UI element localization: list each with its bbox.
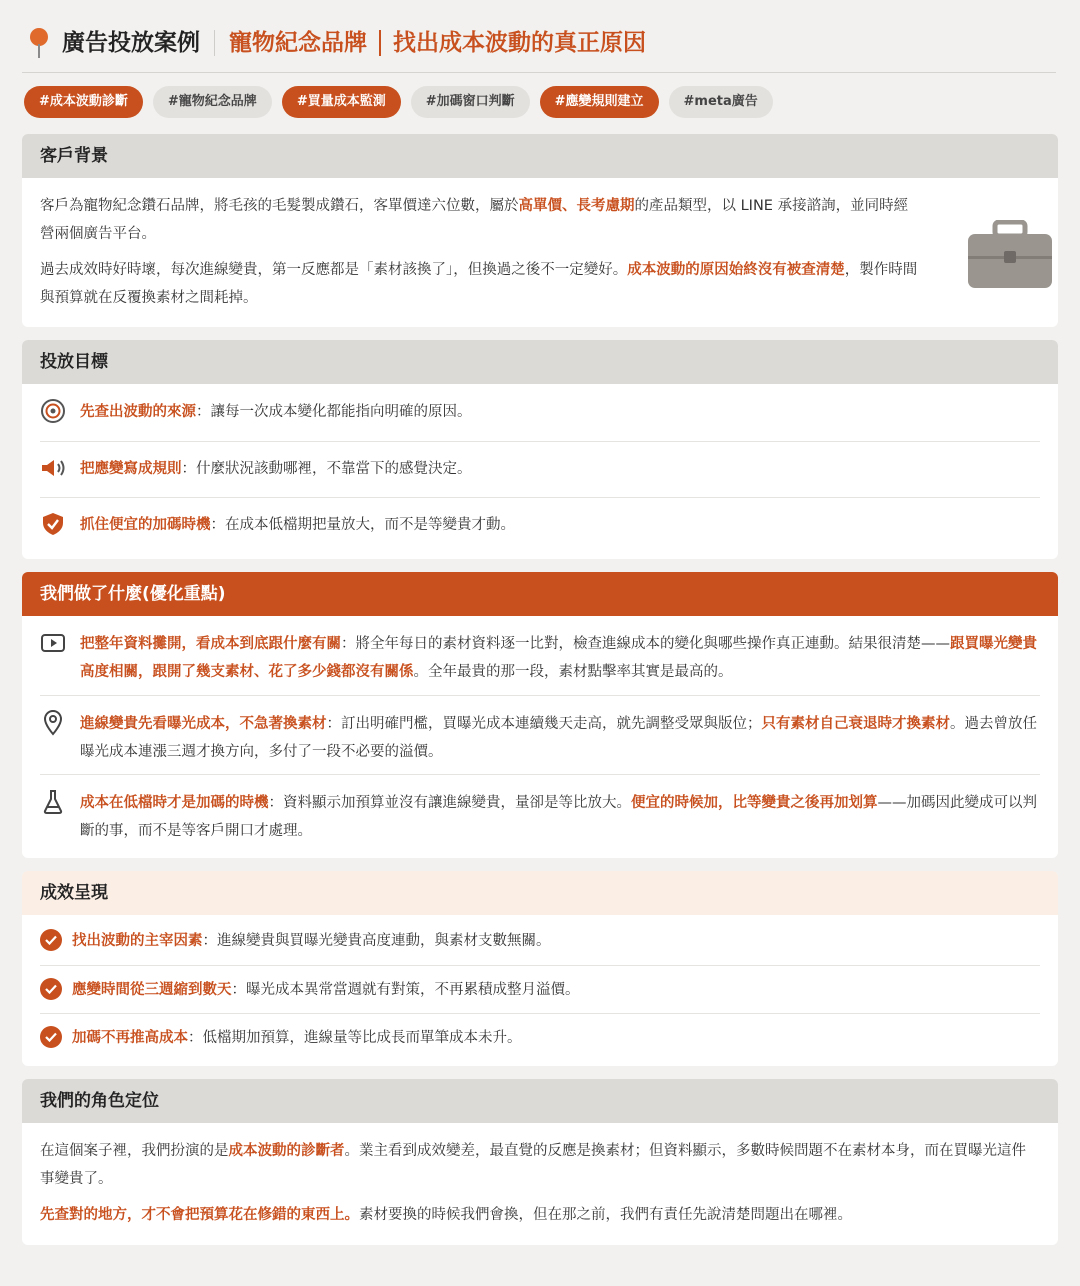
section-heading: 成效呈現	[22, 871, 1058, 915]
list-item: 成本在低檔時才是加碼的時機：資料顯示加預算並沒有讓進線變貴，量卻是等比放大。便宜的時候加，比等變貴之後再加划算——加碼因此變成可以判斷的事，而不是等客戶開口才處理。	[40, 775, 1040, 855]
briefcase-icon	[968, 220, 1052, 290]
megaphone-icon	[40, 455, 66, 481]
play-icon	[40, 630, 66, 656]
background-paragraph-2: 過去成效時好時壞，每次進線變貴，第一反應都是「素材該換了」，但換過之後不一定變好。成本波動的原因始終沒有被查清楚，製作時間與預算就在反覆換素材之間耗掉。	[40, 262, 918, 306]
shield-check-icon	[40, 511, 66, 537]
check-circle-icon	[40, 927, 62, 953]
flask-icon	[40, 789, 66, 815]
role-paragraph-1: 在這個案子裡，我們扮演的是成本波動的診斷者。業主看到成效變差，最直覺的反應是換素材；但資料顯示，多數時候問題不在素材本身，而在買曝光這件事變貴了。	[40, 1143, 1026, 1187]
check-circle-icon	[40, 1024, 62, 1050]
section-heading: 我們做了什麼(優化重點)	[22, 572, 1058, 616]
background-paragraph-1: 客戶為寵物紀念鑽石品牌，將毛孩的毛髮製成鑽石，客單價達六位數，屬於高單價、長考慮期的產品類型，以 LINE 承接諮詢，並同時經營兩個廣告平台。	[40, 198, 909, 242]
role-card	[22, 1079, 1058, 1245]
background-card	[22, 134, 1058, 327]
title-divider	[214, 30, 215, 56]
tag-chip[interactable]: #meta廣告	[669, 86, 773, 118]
check-circle-icon	[40, 976, 62, 1002]
list-item: 先查出波動的來源：讓每一次成本變化都能指向明確的原因。	[40, 384, 1040, 442]
target-icon	[40, 398, 66, 424]
brand-divider	[379, 30, 381, 56]
tag-chip[interactable]: #成本波動診斷	[24, 86, 143, 118]
list-item: 把應變寫成規則：什麼狀況該動哪裡，不靠當下的感覺決定。	[40, 442, 1040, 498]
page-title: 廣告投放案例	[62, 30, 200, 56]
map-pin-icon	[28, 28, 50, 58]
page-header	[22, 26, 1056, 73]
case-headline: 找出成本波動的真正原因	[393, 30, 646, 56]
results-card	[22, 871, 1058, 1066]
actions-card	[22, 572, 1058, 858]
brand-label: 寵物紀念品牌	[229, 30, 367, 56]
list-item: 找出波動的主宰因素：進線變貴與買曝光變貴高度連動，與素材支數無關。	[40, 915, 1040, 966]
list-item: 進線變貴先看曝光成本，不急著換素材：訂出明確門檻，買曝光成本連續幾天走高，就先調整受眾與版位；只有素材自己衰退時才換素材。過去曾放任曝光成本連漲三週才換方向，多付了一段不必要的溢價。	[40, 696, 1040, 775]
tag-list	[24, 86, 773, 118]
list-item: 加碼不再推高成本：低檔期加預算，進線量等比成長而單筆成本未升。	[40, 1014, 1040, 1064]
role-paragraph-2: 先查對的地方，才不會把預算花在修錯的東西上。素材要換的時候我們會換，但在那之前，我們有責任先說清楚問題出在哪裡。	[40, 1207, 852, 1223]
section-heading: 客戶背景	[22, 134, 1058, 178]
list-item: 抓住便宜的加碼時機：在成本低檔期把量放大，而不是等變貴才動。	[40, 498, 1040, 558]
tag-chip[interactable]: #買量成本監測	[282, 86, 401, 118]
tag-chip[interactable]: #應變規則建立	[540, 86, 659, 118]
tag-chip[interactable]: #加碼窗口判斷	[411, 86, 530, 118]
list-item: 把整年資料攤開，看成本到底跟什麼有關：將全年每日的素材資料逐一比對，檢查進線成本的變化與哪些操作真正連動。結果很清楚——跟買曝光變貴高度相關，跟開了幾支素材、花了多少錢都沒有關係。全年最貴的那一段，素材點擊率其實是最高的。	[40, 616, 1040, 696]
map-pin-icon	[40, 710, 66, 736]
list-item: 應變時間從三週縮到數天：曝光成本異常當週就有對策，不再累積成整月溢價。	[40, 966, 1040, 1014]
section-heading: 我們的角色定位	[22, 1079, 1058, 1123]
section-heading: 投放目標	[22, 340, 1058, 384]
tag-chip[interactable]: #寵物紀念品牌	[153, 86, 272, 118]
goals-card	[22, 340, 1058, 559]
